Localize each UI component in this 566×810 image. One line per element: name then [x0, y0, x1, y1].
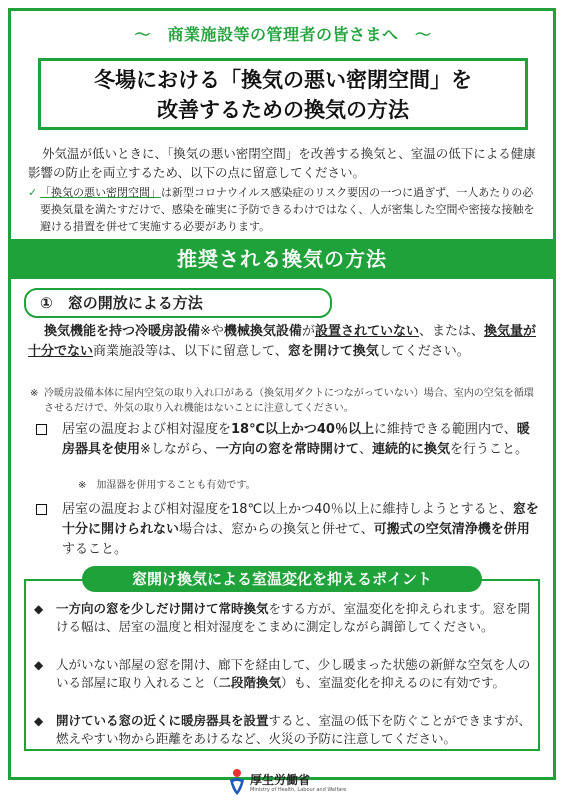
footnote-mark: ※: [30, 388, 39, 399]
text-insufficient: 換気量が十分でない: [28, 324, 536, 359]
item2-text-a: 居室の温度および相対湿度を18℃以上かつ40％以上に維持しようとすると、: [62, 502, 513, 517]
title-line-2: 改善するための換気の方法: [157, 98, 409, 122]
item2-text-e: すること。: [62, 542, 128, 557]
footer-logo: [228, 768, 348, 802]
text-facilities: 商業施設等は、以下に留意して、: [93, 344, 288, 359]
text-not-installed: 設置されていない: [314, 324, 419, 339]
item1-text-h: 連続的に換気: [371, 442, 450, 457]
item1-text-a: 居室の温度および相対湿度を: [62, 422, 232, 437]
text-ga: が: [301, 324, 315, 339]
diamond-bullet-icon: ◆: [34, 714, 44, 728]
item2-text-c: 場合は、窓からの換気と併せて、: [179, 522, 374, 537]
risk-note-term: 「換気の悪い密閉空間」: [40, 186, 161, 199]
point-item: [34, 712, 534, 748]
audience-subtitle: ～ 商業施設等の管理者の皆さまへ ～: [134, 25, 432, 44]
section-heading-window: ① 窓の開放による方法: [24, 288, 332, 318]
mhlw-logo-icon: [228, 768, 246, 796]
points-title: 窓開け換気による室温変化を抑えるポイント: [82, 566, 482, 592]
footnote-hvac-text: 冷暖房設備本体に屋内空気の取り入れ口がある（換気用ダクトにつながっていない）場合、室内の空気を循環させるだけで、外気の取り入れ機能はないことに注意してください。: [44, 388, 534, 414]
item1-text-i: を行うこと。: [449, 442, 528, 457]
item1-text-d: 暖房器具を使用: [62, 422, 530, 457]
text-mech-vent: 機械換気設備: [223, 324, 302, 339]
point-item: [34, 600, 534, 636]
list-item: [28, 500, 540, 560]
ministry-name-en: Ministry of Health, Labour and Welfare: [250, 787, 347, 793]
check-icon: ✓: [28, 186, 38, 199]
list-item: [28, 420, 540, 460]
checkbox-icon: [36, 424, 47, 435]
pt1-text-a: 一方向の窓を少しだけ開けて常時換気: [56, 601, 269, 616]
pt2-text-b: 二段階換気: [218, 675, 282, 690]
ministry-name: 厚生労働省: [250, 773, 311, 787]
item1-text-e: ※しながら、: [140, 442, 216, 457]
point-item: [34, 656, 534, 692]
window-method-paragraph: [28, 322, 542, 362]
pt3-text-b: すると、室温の低下を防ぐことができますが、燃えやすい物から距離をあけるなど、火災の予防に注意してください。: [56, 713, 532, 746]
footnote-hvac: [30, 386, 540, 416]
text-open-window: 窓を開けて換気: [287, 344, 379, 359]
item1-text-f: 一方向の窓を常時開けて: [215, 442, 359, 457]
item2-text-b: 窓を十分に開けられない: [62, 502, 539, 537]
diamond-bullet-icon: ◆: [34, 658, 44, 672]
risk-note: [28, 184, 540, 235]
text-note-ref: ※や: [200, 324, 224, 339]
pt1-text-b: をする方が、室温変化を抑えられます。窓を開ける幅は、居室の温度と相対湿度をこまめに測定しながら調節してください。: [56, 601, 531, 634]
section-banner: 推奨される換気の方法: [8, 239, 556, 279]
pt2-text-a: 人がいない部屋の窓を開け、廊下を経由して、少し暖まった状態の新鮮な空気を人のいる部屋に取り入れること（: [56, 657, 531, 690]
pt2-text-c: ）も、室温変化を抑えるのに有効です。: [281, 675, 506, 690]
text-or: 、または、: [418, 324, 484, 339]
intro-paragraph: 外気温が低いときに、「換気の悪い密閉空間」を改善する換気と、室温の低下による健康影響の防止を両立するため、以下の点に留意してください。: [28, 146, 536, 180]
pt3-text-a: 開けている窓の近くに暖房器具を設置: [56, 713, 269, 728]
footnote-humidifier: ※ 加湿器を併用することも有効です。: [78, 480, 256, 491]
checkbox-icon: [36, 504, 47, 515]
item1-text-g: 、: [358, 442, 372, 457]
item1-text-b: 18℃以上かつ40％以上: [231, 422, 374, 437]
diamond-bullet-icon: ◆: [34, 602, 44, 616]
item1-text-c: に維持できる範囲内で、: [373, 422, 517, 437]
risk-note-text: は新型コロナウイルス感染症のリスク要因の一つに過ぎず、一人あたりの必要換気量を満たすだけで、感染を確実に予防できるわけではなく、人が密集した空間や密接な接触を避ける措置を併せて実施する必要があります。: [40, 186, 535, 233]
text-hvac: 換気機能を持つ冷暖房設備: [44, 324, 201, 339]
text-please: してください。: [378, 344, 470, 359]
page-title: [38, 58, 528, 130]
item2-text-d: 可搬式の空気清浄機を併用: [373, 522, 530, 537]
title-line-1: 冬場における「換気の悪い密閉空間」を: [94, 68, 472, 92]
